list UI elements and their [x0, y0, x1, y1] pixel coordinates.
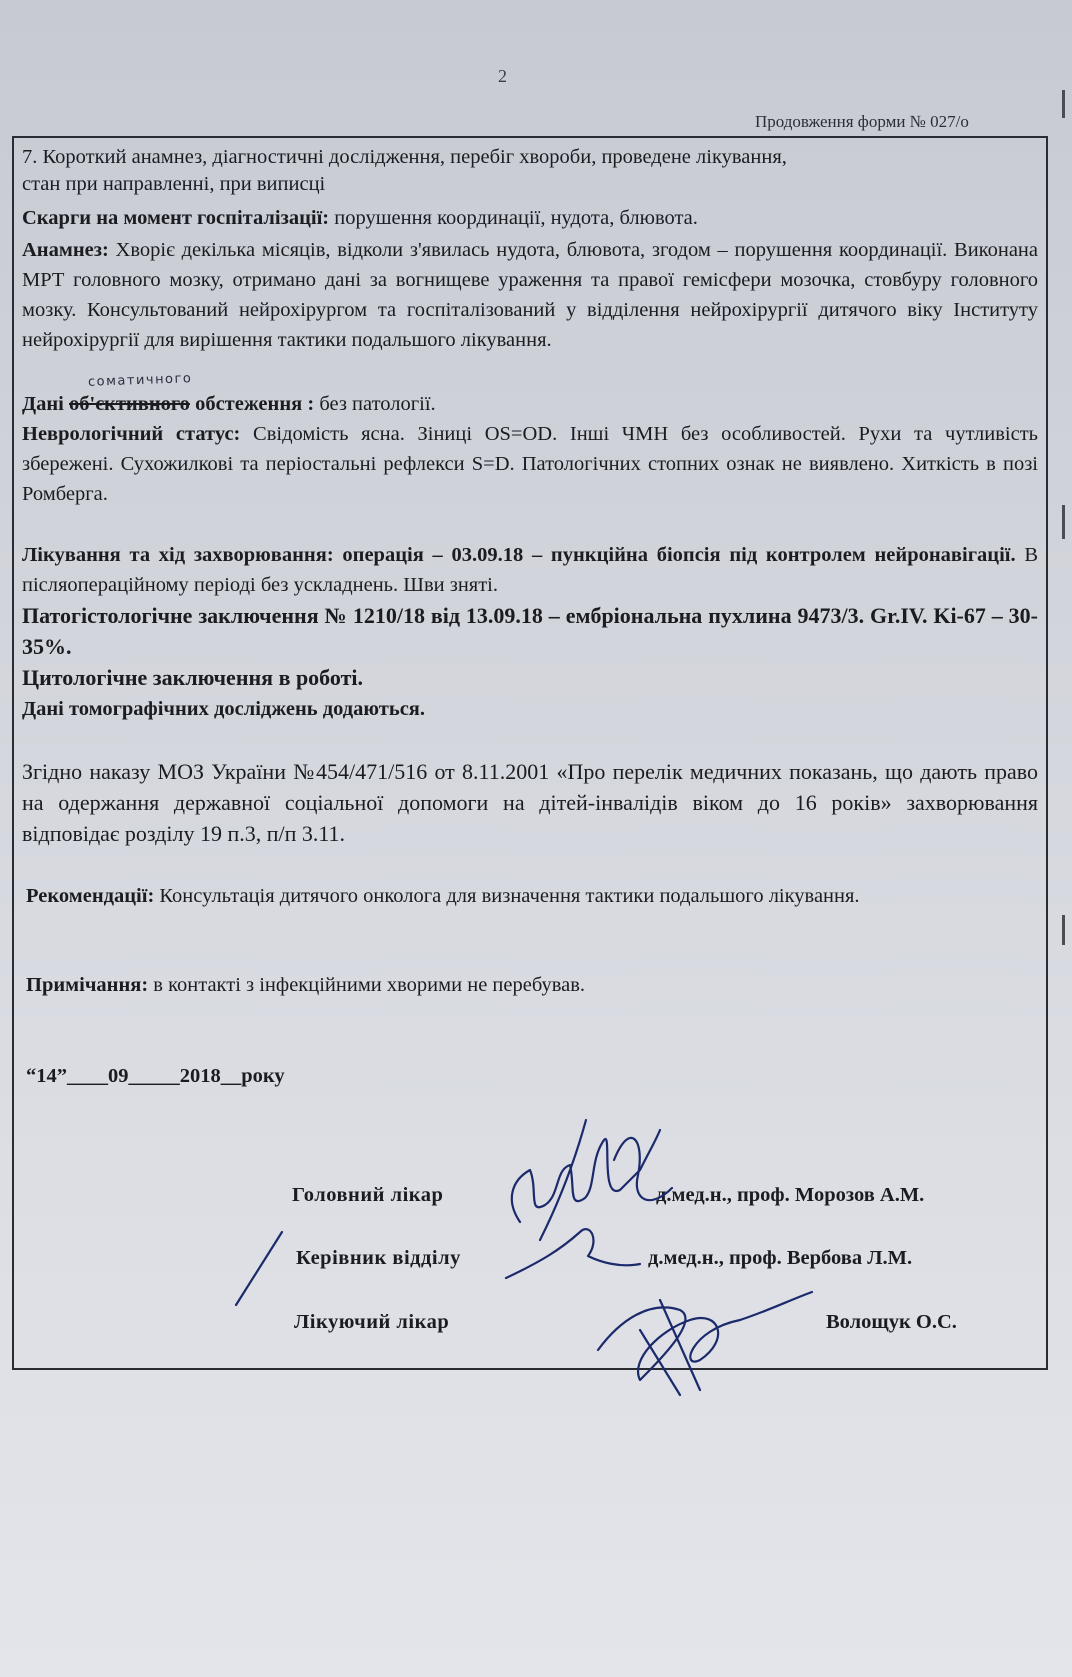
objective-label-prefix: Дані — [22, 393, 69, 415]
objective-label-suffix: обстеження : — [189, 393, 315, 415]
signature-role: Керівник відділу — [296, 1247, 461, 1269]
treatment-text: В післяопераційному періоді без ускладнень. Шви зняті. — [22, 544, 1038, 596]
order-reference-paragraph: Згідно наказу МОЗ України №454/471/516 от 8.11.2001 «Про перелік медичних показань, що дають право на одержання державної соціальної допомоги на дітей-інвалідів віком до 16 років» захворювання відповідає розділу 19 п.3, п/п 3.11. — [22, 759, 1038, 846]
section-heading-line2: стан при направленні, при виписці — [22, 173, 326, 195]
neuro-text: Свідомість ясна. Зіниці OS=OD. Інші ЧМН без особливостей. Рухи та чутливість збережені. Сухожилкові та періостальні рефлекси S=D. Патологічних стопних ознак не виявлено. Хиткість в позі Ромберга. — [22, 423, 1038, 505]
signature-name-chief: д.мед.н., проф. Морозов А.М. — [656, 1184, 925, 1206]
edge-mark — [1062, 90, 1065, 118]
note-text: в контакті з інфекційними хворими не перебував. — [148, 974, 586, 996]
tomography-note: Дані томографічних досліджень додаються. — [22, 698, 426, 720]
anamnesis-paragraph — [22, 235, 1038, 355]
complaints-text: порушення координації, нудота, блювота. — [329, 207, 698, 229]
objective-exam-line — [22, 391, 436, 417]
page-number: 2 — [498, 66, 507, 86]
form-continuation-label: Продовження форми № 027/о — [755, 112, 969, 131]
signature-row-chief — [292, 1184, 443, 1207]
treatment-label: Лікування та хід захворювання: операція – 03.09.18 – пункційна біопсія під контролем нейронавігації. — [22, 544, 1016, 566]
signature-role: Головний лікар — [292, 1184, 444, 1206]
signature-role: Лікуючий лікар — [294, 1311, 450, 1333]
note-label: Примічання: — [26, 974, 149, 996]
objective-label-struck: об'єктивного — [69, 393, 190, 415]
section-heading-line1: 7. Короткий анамнез, діагностичні дослідження, перебіг хвороби, проведене лікування, — [22, 146, 787, 168]
recommendations-paragraph — [26, 881, 956, 911]
note-line — [26, 972, 585, 998]
signature-name-head: д.мед.н., проф. Вербова Л.М. — [648, 1247, 913, 1269]
complaints-label: Скарги на момент госпіталізації: — [22, 207, 330, 229]
recommendations-text: Консультація дитячого онколога для визначення тактики подальшого лікування. — [154, 885, 860, 907]
edge-mark — [1062, 505, 1065, 539]
signature-name-attending: Волощук О.С. — [826, 1311, 957, 1333]
anamnesis-text: Хворіє декілька місяців, відколи з'явилась нудота, блювота, згодом – порушення координації. Виконана МРТ головного мозку, отримано дані за вогнищеве ураження та правої гемісфери мозочка, стовбуру головного мозку. Консультований нейрохірургом та госпіталізований у відділення нейрохірургії дитячого віку Інституту нейрохірургії для вирішення тактики подальшого лікування. — [22, 239, 1038, 351]
neuro-status-paragraph — [22, 419, 1038, 509]
recommendations-label: Рекомендації: — [26, 885, 155, 907]
signature-row-attending — [294, 1311, 449, 1334]
edge-mark — [1062, 915, 1065, 945]
treatment-paragraph — [22, 540, 1038, 600]
document-date: “14”____09_____2018__року — [26, 1065, 285, 1087]
anamnesis-label: Анамнез: — [22, 239, 109, 261]
handwritten-correction: соматичного — [87, 371, 193, 390]
neuro-label: Неврологічний статус: — [22, 423, 241, 445]
complaints-line — [22, 205, 698, 231]
histology-conclusion: Патогістологічне заключення № 1210/18 від 13.09.18 – ембріональна пухлина 9473/3. Gr.IV. Ki-67 – 30-35%. — [22, 603, 1038, 659]
objective-text: без патології. — [314, 393, 436, 415]
cytology-conclusion: Цитологічне заключення в роботі. — [22, 665, 364, 690]
signature-row-head — [296, 1247, 461, 1270]
